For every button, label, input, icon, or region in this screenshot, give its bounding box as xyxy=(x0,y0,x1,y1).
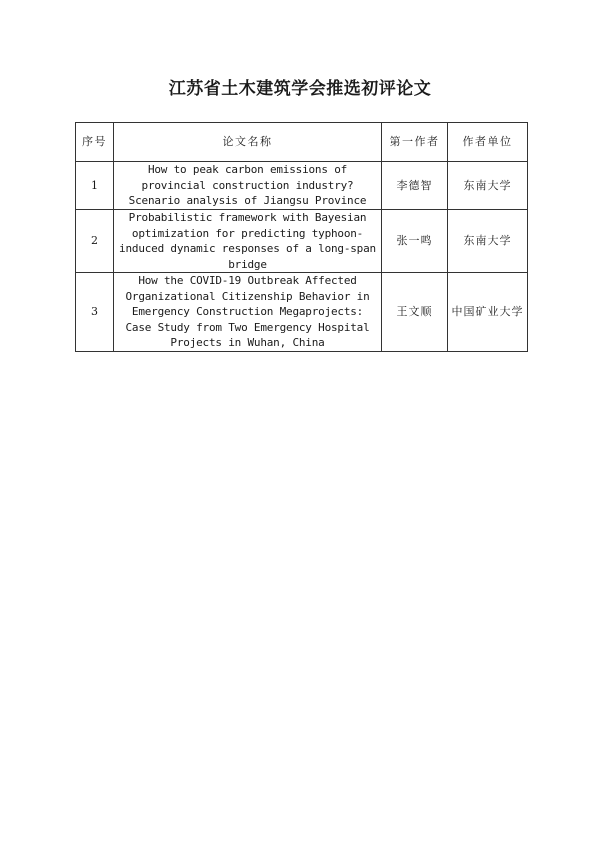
row-number: 1 xyxy=(76,162,114,210)
author-affiliation: 中国矿业大学 xyxy=(448,273,528,352)
first-author: 张一鸣 xyxy=(382,210,448,273)
table-row xyxy=(76,162,528,210)
table-header-row xyxy=(76,123,528,162)
document-title: 江苏省土木建筑学会推选初评论文 xyxy=(168,79,432,99)
paper-title: How to peak carbon emissions of provincial construction industry? Scenario analysis of Jiangsu Province xyxy=(114,162,382,210)
table-row xyxy=(76,273,528,352)
header-no: 序号 xyxy=(76,123,114,162)
first-author: 李德智 xyxy=(382,162,448,210)
papers-table xyxy=(75,122,528,352)
row-number: 2 xyxy=(76,210,114,273)
paper-title: How the COVID-19 Outbreak Affected Organizational Citizenship Behavior in Emergency Construction Megaprojects: Case Study from Two Emergency Hospital Projects in Wuhan, China xyxy=(114,273,382,352)
table-row xyxy=(76,210,528,273)
paper-title: Probabilistic framework with Bayesian optimization for predicting typhoon-induced dynamic responses of a long-span bridge xyxy=(114,210,382,273)
author-affiliation: 东南大学 xyxy=(448,210,528,273)
row-number: 3 xyxy=(76,273,114,352)
header-title: 论文名称 xyxy=(114,123,382,162)
header-author: 第一作者 xyxy=(382,123,448,162)
header-unit: 作者单位 xyxy=(448,123,528,162)
author-affiliation: 东南大学 xyxy=(448,162,528,210)
first-author: 王文顺 xyxy=(382,273,448,352)
